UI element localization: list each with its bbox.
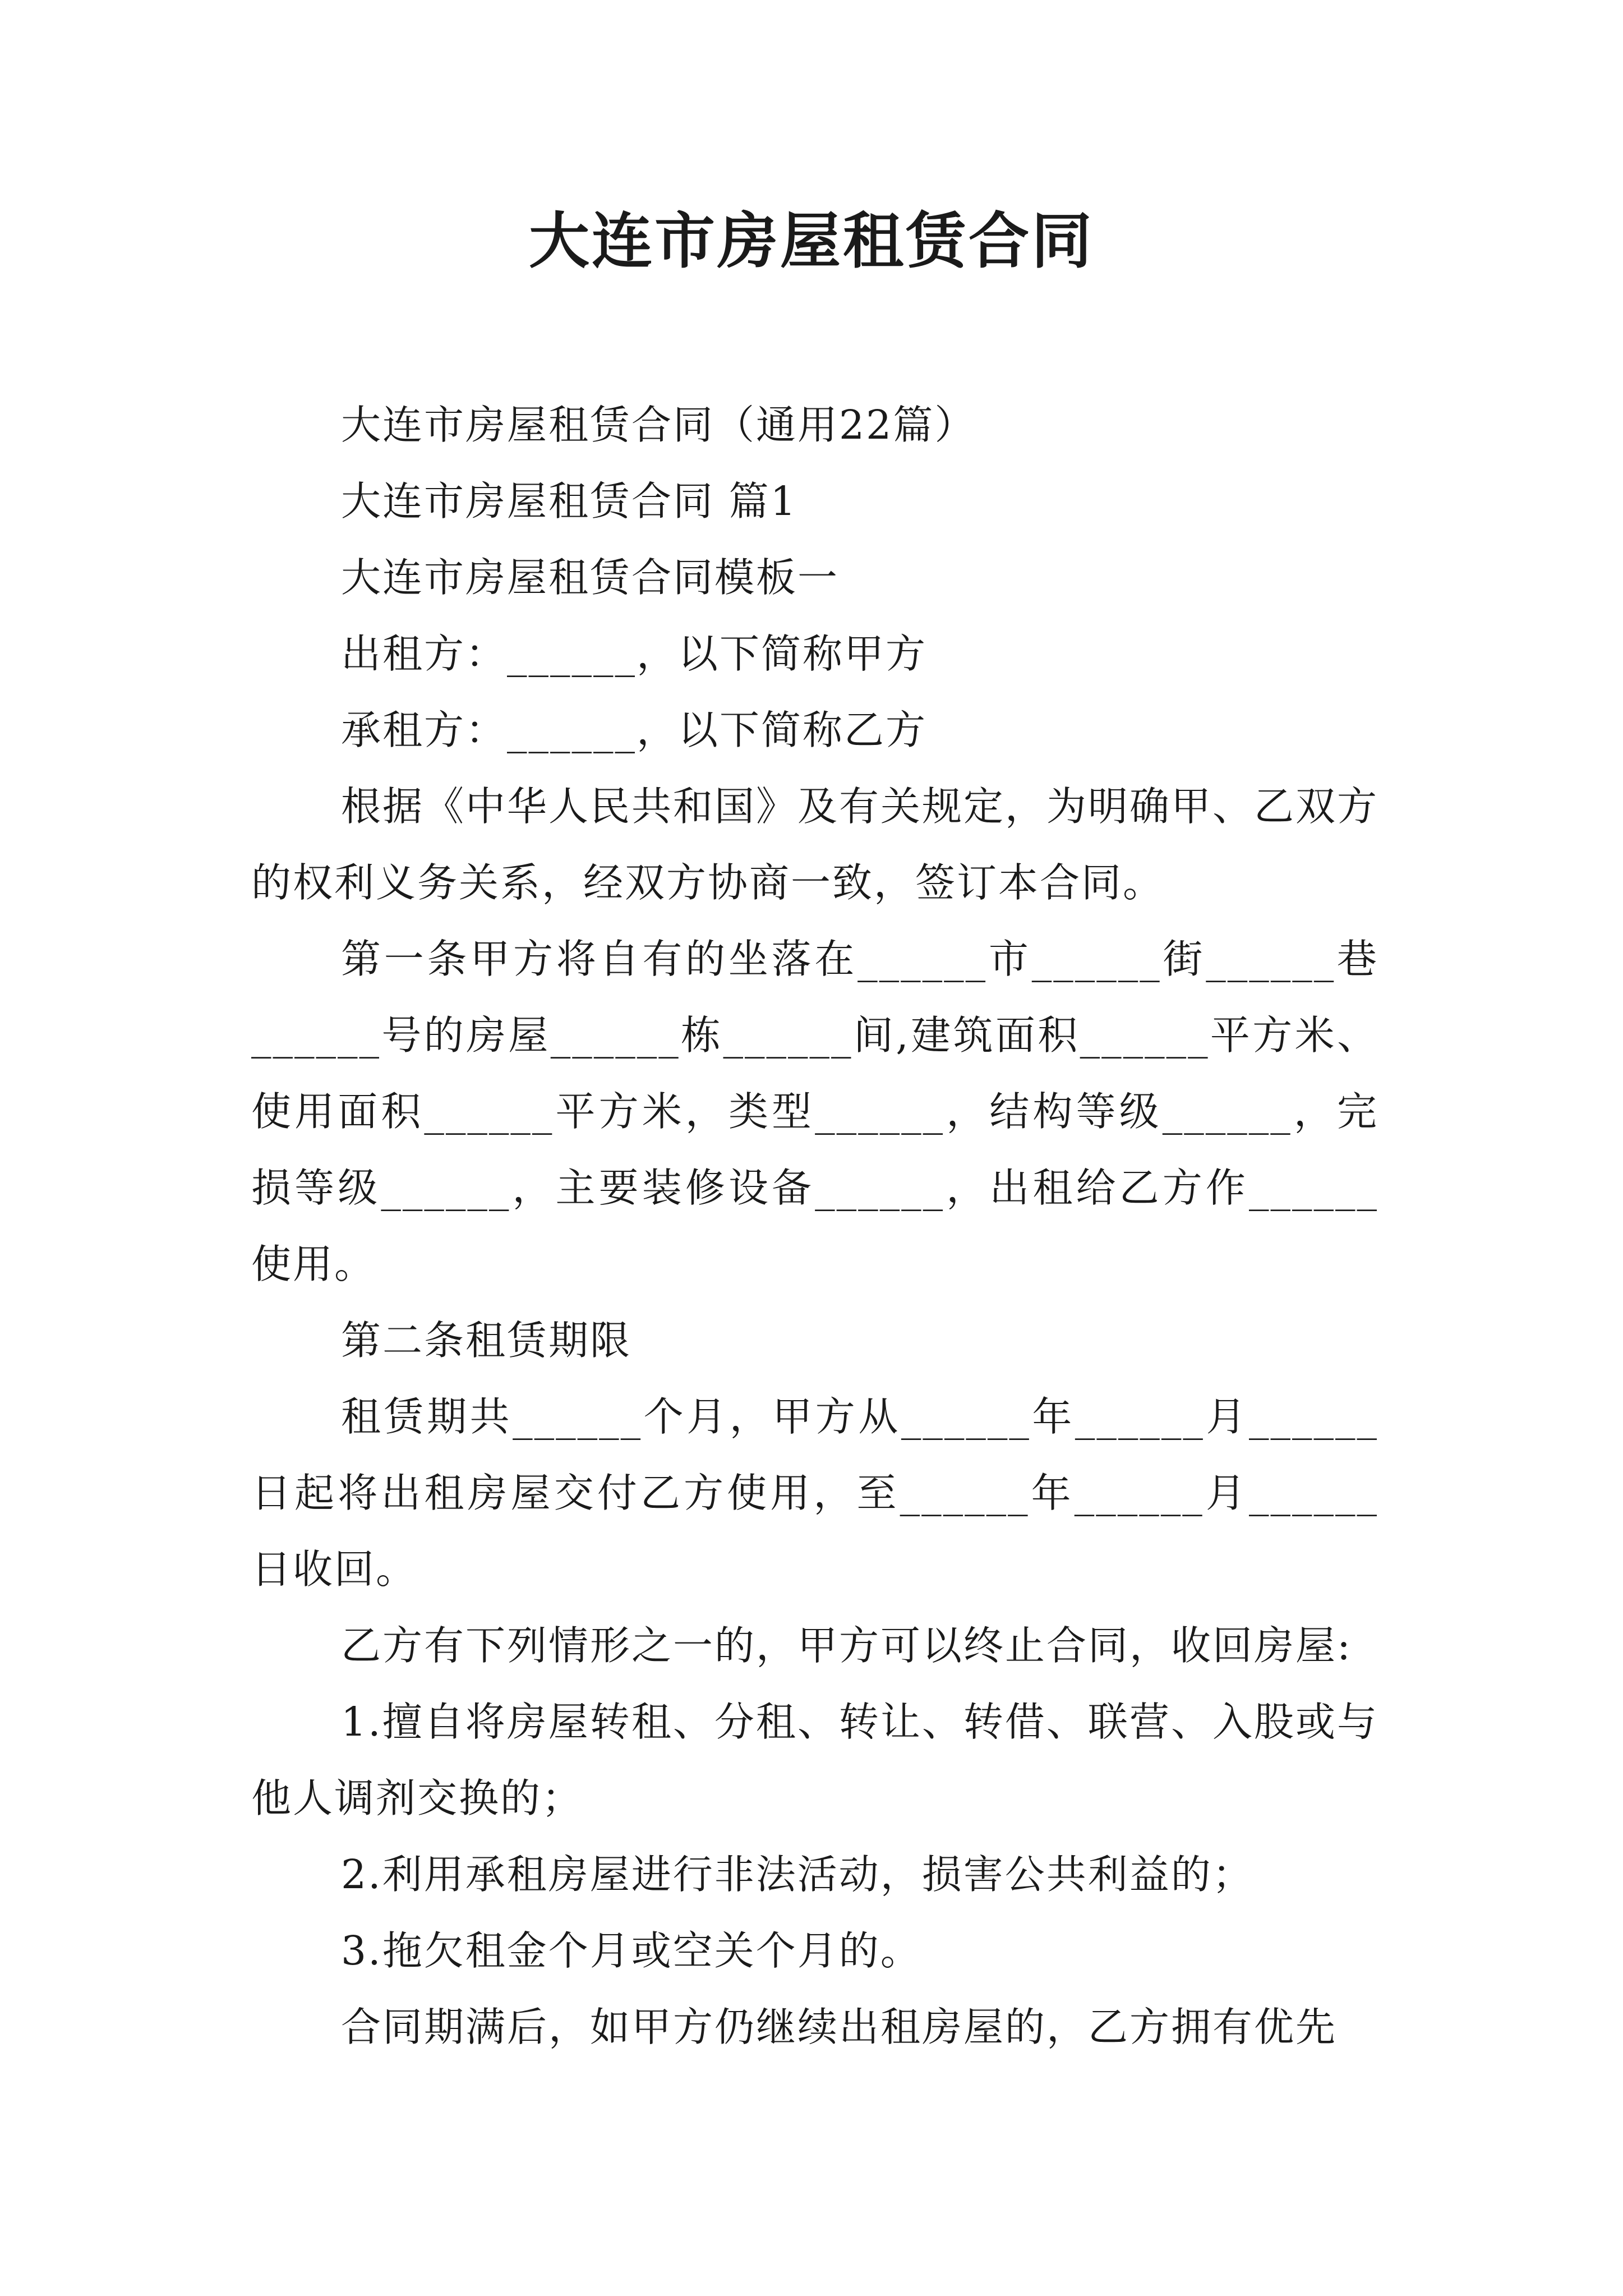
document-body (251, 387, 1378, 2065)
document-title: 大连市房屋租赁合同 (528, 206, 1094, 277)
paragraph-preamble: 根据《中华人民共和国》及有关规定，为明确甲、乙双方的权利义务关系，经双方协商一致，签订本合同。 (251, 783, 1379, 906)
paragraph-renewal: 合同期满后，如甲方仍继续出租房屋的，乙方拥有优先 (341, 2004, 1338, 2050)
paragraph-article-1: 第一条甲方将自有的坐落在______市______街______巷______号的房屋______栋______间,建筑面积______平方米、使用面积______平方米，类型______，结构等级______，完损等级______，主要装修设备______，出租给乙方作______使用。 (251, 936, 1378, 1287)
paragraph-termination-2: 2.利用承租房屋进行非法活动，损害公共利益的； (341, 1851, 1254, 1898)
paragraph-termination-intro: 乙方有下列情形之一的，甲方可以终止合同，收回房屋: (341, 1622, 1352, 1669)
paragraph-lessor: 出租方：______，以下简称甲方 (341, 631, 928, 677)
paragraph-termination-1: 1.擅自将房屋转租、分租、转让、转借、联营、入股或与他人调剂交换的； (251, 1699, 1378, 1821)
paragraph-subtitle: 大连市房屋租赁合同（通用22篇） (341, 402, 976, 448)
paragraph-article-2-heading: 第二条租赁期限 (341, 1317, 632, 1364)
paragraph-section-heading: 大连市房屋租赁合同 篇1 (341, 478, 797, 524)
paragraph-template-heading: 大连市房屋租赁合同模板一 (341, 554, 840, 601)
paragraph-lessee: 承租方：______，以下简称乙方 (341, 707, 928, 753)
paragraph-termination-3: 3.拖欠租金个月或空关个月的。 (341, 1927, 922, 1974)
paragraph-lease-term: 租赁期共______个月，甲方从______年______月______日起将出租房屋交付乙方使用，至______年______月______日收回。 (251, 1393, 1378, 1593)
